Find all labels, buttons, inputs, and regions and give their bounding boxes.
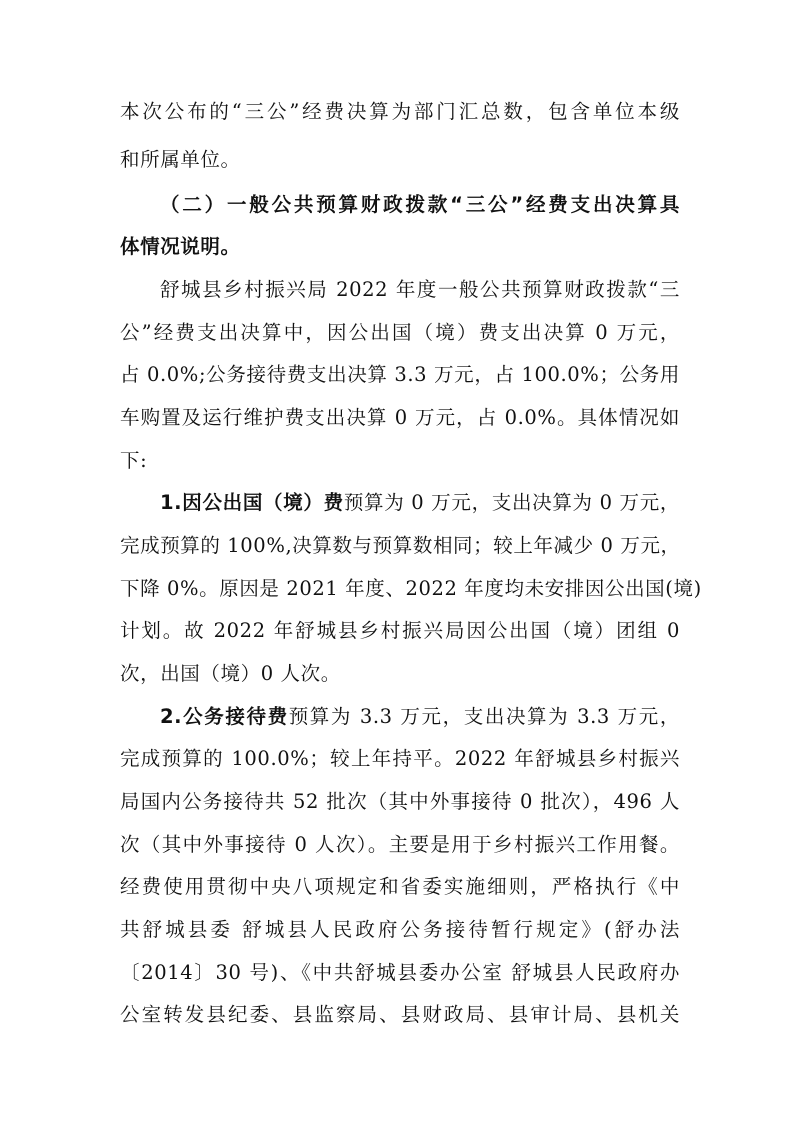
item-2-text: 预算为 3.3 万元，支出决算为 3.3 万元， [288, 705, 680, 728]
paragraph-line: 局国内公务接待共 52 批次（其中外事接待 0 批次），496 人 [120, 790, 680, 813]
item-2-heading: 2.公务接待费 [160, 705, 289, 728]
paragraph-line: 占 0.0%;公务接待费支出决算 3.3 万元，占 100.0%；公务用 [120, 363, 680, 386]
paragraph-line: 和所属单位。 [120, 148, 241, 171]
item-2-first-line [160, 702, 680, 732]
paragraph-line: 下: [120, 449, 148, 472]
paragraph-line: 本次公布的“三公”经费决算为部门汇总数，包含单位本级 [120, 100, 680, 123]
section-heading: 体情况说明。 [120, 235, 241, 258]
paragraph-line: 次（其中外事接待 0 人次）。主要是用于乡村振兴工作用餐。 [120, 833, 680, 856]
paragraph-line: 经费使用贯彻中央八项规定和省委实施细则，严格执行《中 [120, 875, 680, 898]
paragraph-line: 下降 0%。原因是 2021 年度、2022 年度均未安排因公出国(境) [120, 577, 702, 600]
paragraph-line: 计划。故 2022 年舒城县乡村振兴局因公出国（境）团组 0 [120, 619, 680, 642]
paragraph-line: 共舒城县委 舒城县人民政府公务接待暂行规定》(舒办法 [120, 918, 680, 941]
paragraph-line: 〔2014〕30 号)、《中共舒城县委办公室 舒城县人民政府办 [120, 961, 680, 984]
item-1-text: 预算为 0 万元，支出决算为 0 万元， [343, 491, 680, 514]
paragraph-line: 完成预算的 100.0%；较上年持平。2022 年舒城县乡村振兴 [120, 747, 680, 770]
item-1-heading: 1.因公出国（境）费 [160, 491, 344, 514]
section-heading: （二）一般公共预算财政拨款“三公”经费支出决算具 [160, 193, 680, 216]
paragraph-line: 公室转发县纪委、县监察局、县财政局、县审计局、县机关 [120, 1003, 680, 1026]
paragraph-line: 舒城县乡村振兴局 2022 年度一般公共预算财政拨款“三 [160, 278, 680, 301]
paragraph-line: 次，出国（境）0 人次。 [120, 662, 341, 685]
paragraph-line: 车购置及运行维护费支出决算 0 万元，占 0.0%。具体情况如 [120, 406, 680, 429]
item-1-first-line [160, 488, 680, 518]
paragraph-line: 公”经费支出决算中，因公出国（境）费支出决算 0 万元， [120, 321, 680, 344]
paragraph-line: 完成预算的 100%,决算数与预算数相同；较上年减少 0 万元， [120, 534, 681, 557]
